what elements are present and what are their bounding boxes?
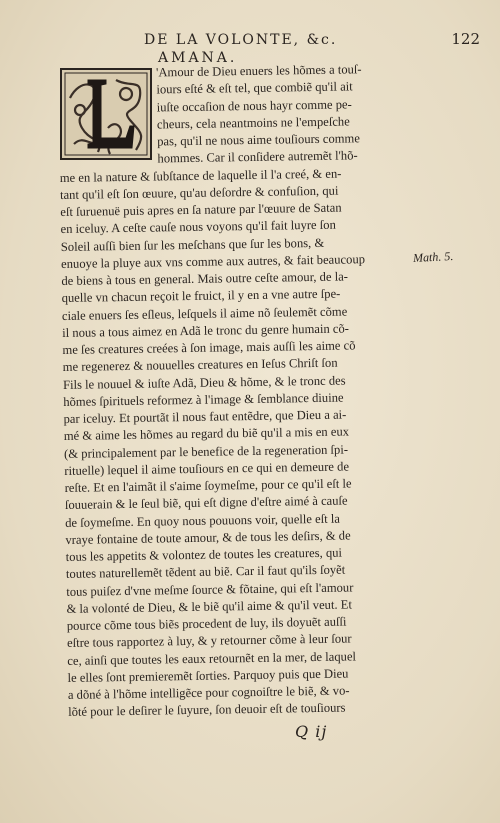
text-line: de biens à tous en general. Mais outre ceſte amour, de la- <box>61 269 349 288</box>
text-line: ce, ainſi que toutes les eaux retournẽt en la mer, de laquel <box>67 648 357 668</box>
text-line: le elles ſont premieremẽt ſorties. Parquoy puis que Dieu <box>67 666 349 685</box>
text-line: tous les appetits & volontez de toutes les creatures, qui <box>65 545 343 564</box>
text-line: quelle vn chacun reçoit le fruict, il y en a vne autre ſpe- <box>61 286 341 306</box>
text-line: eſt ſuruenuë puis apres en ſa nature par l'œuure de Satan <box>60 200 342 219</box>
text-line: vraye fontaine de toute amour, & de tous les deſirs, & de <box>65 528 351 547</box>
text-line: pas, qu'il ne nous aime touſiours comme <box>157 131 360 149</box>
text-line: il nous a tous aimez en Adã le tronc du genre humain cõ- <box>62 321 350 340</box>
text-line: Soleil auſſi bien ſur les meſchans que ſur les bons, & <box>60 235 325 254</box>
text-line: lõté pour le deſirer le ſuyure, ſon deuoir eſt de touſiours <box>68 700 346 720</box>
text-line: mé & aime les hõmes au regard du biẽ qu'il a mis en eux <box>63 424 350 444</box>
text-line: me regenerez & nouuelles creatures en Ieſus Chriſt ſon <box>62 355 338 375</box>
text-line: a dõné à l'hõme intelligẽce pour cognoiſtre le biẽ, & vo- <box>67 683 350 702</box>
text-line: reſte. Et en l'aimãt il s'aime ſoymeſme, pour ce qu'il eſt le <box>64 476 352 495</box>
section-title: AMANA. <box>158 50 238 66</box>
text-line: par iceluy. Et pourtãt il nous faut entẽdre, que Dieu a ai- <box>63 407 347 426</box>
text-line: & la volonté de Dieu, & le biẽ qu'il aime & qu'il veut. Et <box>66 597 352 616</box>
text-line: pource cõme tous biẽs procedent de luy, ils doyuẽt auſſi <box>66 614 347 633</box>
page-header <box>100 30 480 52</box>
body-text <box>58 61 408 722</box>
text-line: (& principalement par le benefice de la regeneration ſpi- <box>63 441 349 461</box>
signature-mark: Q ij <box>295 722 328 741</box>
text-line: hommes. Car il conſidere autremẽt l'hõ- <box>157 148 358 166</box>
text-line: 'Amour de Dieu enuers les hõmes a touſ- <box>156 62 362 80</box>
text-line: en iceluy. A ceſte cauſe nous voyons qu'il fait luyre ſon <box>60 217 336 237</box>
text-line: ſouuerain & le ſeul biẽ, qui eſt digne d'eſtre aimé à cauſe <box>64 493 348 513</box>
text-line: toutes naturellemẽt tẽdent au biẽ. Car il faut qu'ils ſoyẽt <box>65 562 346 582</box>
text-line: tous puiſez d'vne meſme ſource & fõtaine, qui eſt l'amour <box>66 579 354 599</box>
text-line: tant qu'il eſt ſon œuure, qu'au deſordre & confuſion, qui <box>59 183 339 202</box>
text-line: iuſte occaſion de nous hayr comme pe- <box>156 96 352 114</box>
text-line: iours eſté & eſt tel, que combiẽ qu'il ait <box>156 79 353 97</box>
text-line: ciale enuers ſes eſleus, leſquels il aime nõ ſeulemẽt cõme <box>61 303 348 323</box>
text-line: enuoye la pluye aux vns comme aux autres, & fait beaucoup <box>60 251 366 271</box>
text-line: cheurs, cela neantmoins ne l'empeſche <box>156 114 350 132</box>
text-line: hõmes ſpirituels reformez à l'image & ſemblance diuine <box>63 390 344 409</box>
text-line: Fils le nouuel & iuſte Adã, Dieu & hõme, & le tronc des <box>62 373 346 392</box>
running-title: DE LA VOLONTE, &c. <box>144 32 338 48</box>
text-line: rituelle) lequel il aime touſiours en ce qui en demeure de <box>64 459 350 478</box>
text-line: me ſes creatures creées à ſon image, mais auſſi les aime cõ <box>62 338 356 357</box>
text-line: me en la nature & ſubſtance de laquelle il l'a creé, & en- <box>59 166 342 185</box>
margin-note: Math. 5. <box>412 248 454 266</box>
text-line: eſtre tous rapportez à luy, & y retourner cõme à leur ſour <box>66 631 352 651</box>
page-number: 122 <box>451 30 480 48</box>
text-line: de ſoymeſme. En quoy nous pouuons voir, quelle eſt la <box>65 511 341 530</box>
